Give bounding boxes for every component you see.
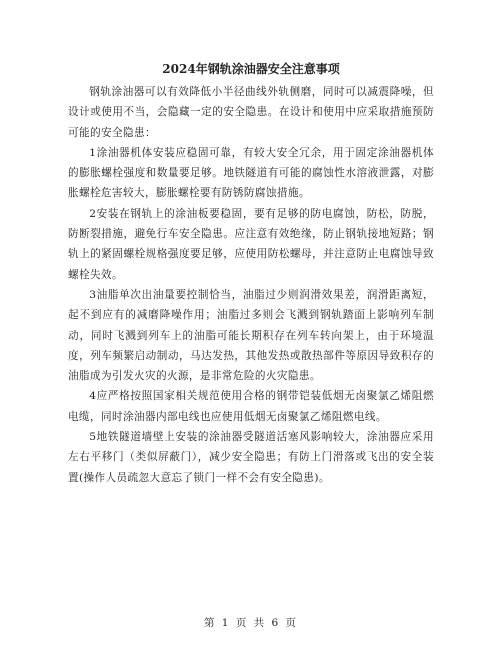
document-body xyxy=(68,82,434,488)
page-number-footer: 第 1 页 共 6 页 xyxy=(203,617,299,629)
document-title: 2024年钢轨涂油器安全注意事项 xyxy=(162,62,340,76)
paragraph-item-3: 3油脂单次出油量要控制恰当，油脂过少则润滑效果差，润滑距离短，起不到应有的减磨降噪作用；油脂过多则会飞溅到钢轨踏面上影响列车制动，同时飞溅到列车上的油脂可能长期积存在列车转向架上，由于环境温度，列车频繁启动制动，马达发热，其他发热或散热部件等原因导致积存的油脂成为引发火灾的火源，是非常危险的火灾隐患。 xyxy=(68,288,434,383)
paragraph-intro: 钢轨涂油器可以有效降低小半径曲线外轨侧磨，同时可以减震降噪，但设计或使用不当，会隐藏一定的安全隐患。在设计和使用中应采取措施预防可能的安全隐患： xyxy=(68,86,434,139)
paragraph-item-1: 1涂油器机体安装应稳固可靠，有较大安全冗余，用于固定涂油器机体的膨胀螺栓强度和数量要足够。地铁隧道有可能的腐蚀性水溶液泄露，对膨胀螺栓危害较大，膨胀螺栓要有防锈防腐蚀措施。 xyxy=(68,146,434,200)
paragraph-item-2: 2安装在钢轨上的涂油板要稳固，要有足够的防电腐蚀，防松，防脱，防断裂措施，避免行车安全隐患。应注意有效绝缘，防止钢轨接地短路；钢轨上的紧固螺栓规格强度要足够，应使用防松螺母，并注意防止电腐蚀导致螺栓失效。 xyxy=(68,207,434,281)
paragraph-item-5: 5地铁隧道墙壁上安装的涂油器受隧道活塞风影响较大，涂油器应采用左右平移门（类似屏蔽门），减少安全隐患；有防上门滑落或飞出的安全装置(操作人员疏忽大意忘了锁门一样不会有安全隐患)。 xyxy=(68,431,434,484)
paragraph-item-4: 4应严格按照国家相关规范使用合格的钢带铠装低烟无卤聚氯乙烯阻燃电缆，同时涂油器内部电线也应使用低烟无卤聚氯乙烯阻燃电线。 xyxy=(68,390,434,423)
